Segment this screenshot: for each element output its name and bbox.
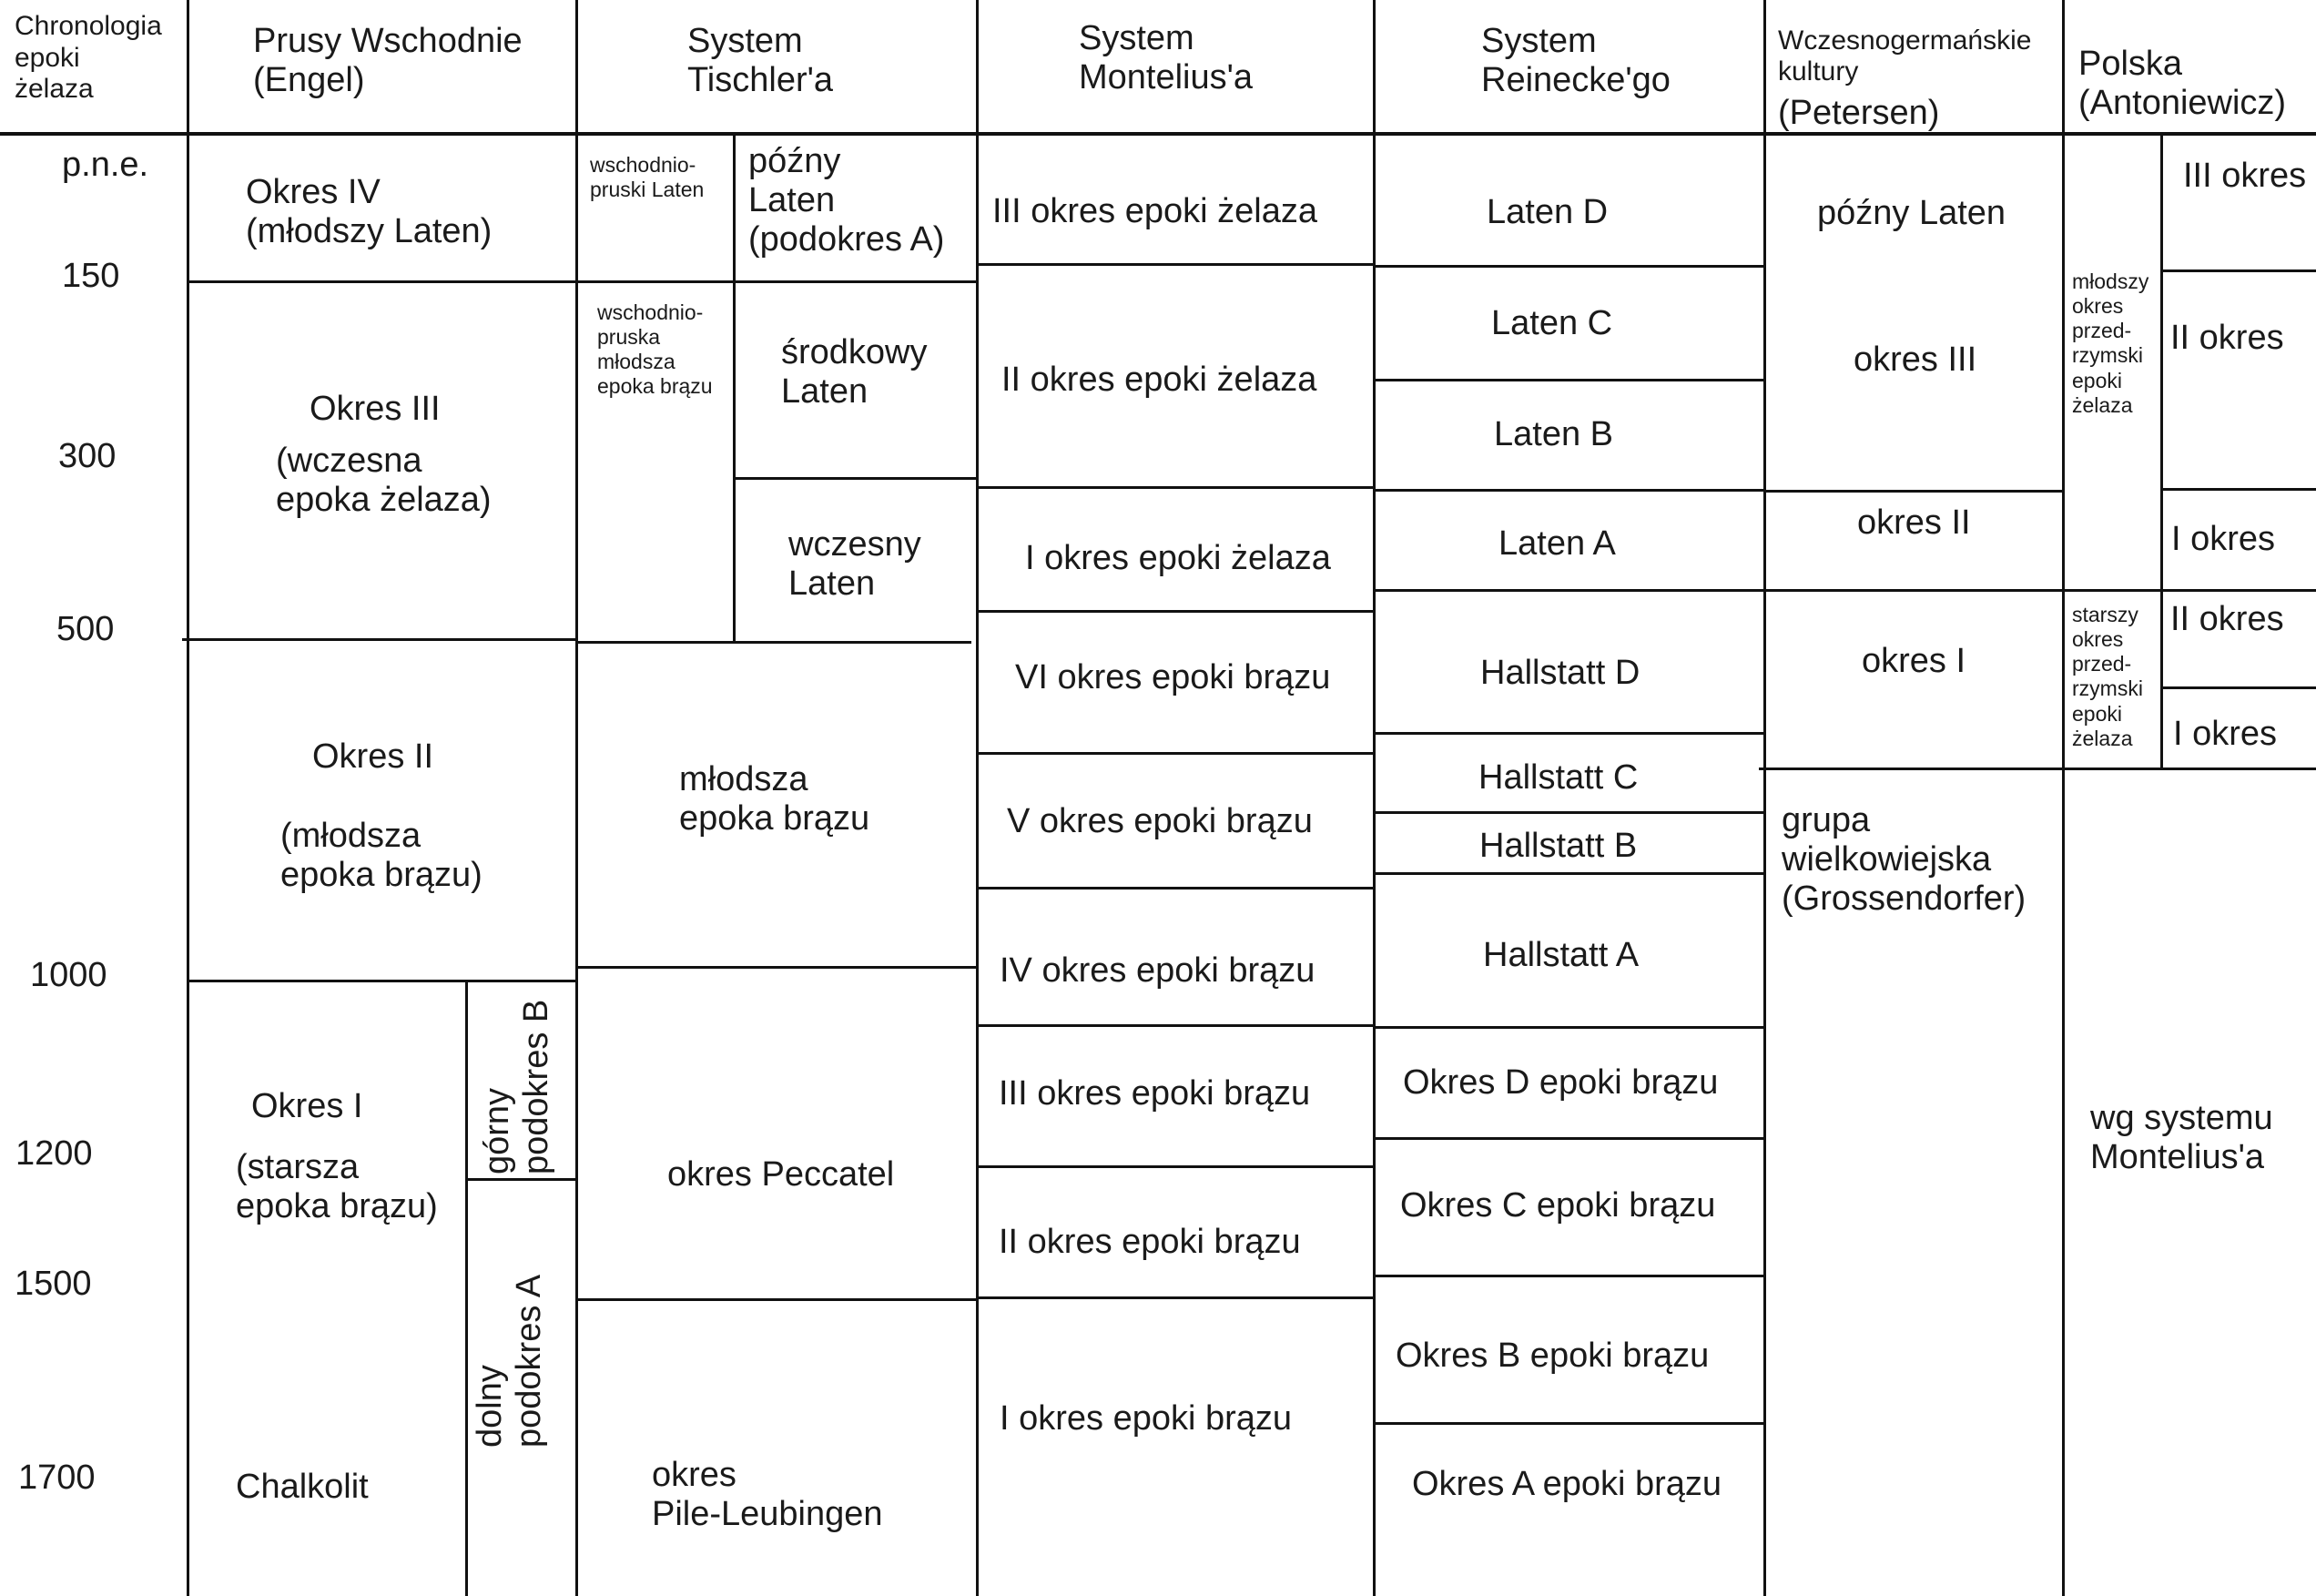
col-sep-4 [1373, 0, 1376, 1596]
poland-h2 [2161, 488, 2316, 491]
tischler-peccatel: okres Peccatel [667, 1155, 895, 1194]
reinecke-h2 [1374, 379, 1765, 381]
prussia-h1 [188, 280, 577, 283]
petersen-pozny: późny Laten [1817, 194, 2006, 232]
prussia-okres-4: Okres IV (młodszy Laten) [246, 173, 493, 250]
tischler-mlodsza: młodsza epoka brązu [679, 760, 870, 838]
col-sep-3 [976, 0, 979, 1596]
montelius-h2 [977, 486, 1374, 489]
tischler-h3 [576, 641, 971, 644]
prussia-okres-1: Okres I [251, 1087, 363, 1125]
petersen-okres-2: okres II [1857, 503, 1971, 542]
prussia-okres-2: Okres II [312, 737, 434, 776]
tischler-h2 [734, 477, 976, 480]
prussia-gorny: górny podokres B [478, 999, 555, 1174]
tischler-h5 [576, 1298, 977, 1301]
montelius-b3: III okres epoki brązu [999, 1074, 1311, 1113]
date-1200: 1200 [15, 1134, 93, 1173]
header-petersen-1: Wczesnogermańskie kultury [1778, 25, 2032, 86]
reinecke-hallstatt-a: Hallstatt A [1483, 936, 1640, 974]
prussia-h2 [182, 638, 578, 641]
reinecke-h11 [1374, 1422, 1765, 1425]
date-pne: p.n.e. [62, 146, 149, 184]
poland-h3 [2161, 686, 2316, 689]
date-1000: 1000 [30, 956, 107, 994]
date-150: 150 [62, 257, 120, 295]
reinecke-h4 [1374, 589, 2316, 592]
prussia-okres-2-sub: (młodsza epoka brązu) [280, 817, 482, 894]
header-tischler: System Tischler'a [687, 22, 833, 99]
reinecke-h5 [1374, 732, 1765, 735]
montelius-b5: V okres epoki brązu [1007, 802, 1313, 840]
poland-s2: II okres [2170, 600, 2284, 638]
poland-starszy: starszy okres przed- rzymski epoki żelaza [2072, 603, 2143, 750]
date-1700: 1700 [18, 1459, 96, 1497]
petersen-okres-1: okres I [1862, 642, 1966, 680]
reinecke-h10 [1374, 1275, 1765, 1277]
poland-v [2160, 134, 2163, 769]
col-sep-6 [2062, 0, 2065, 1596]
tischler-pozny: późny Laten (podokres A) [748, 142, 945, 259]
tischler-h4 [576, 966, 977, 969]
header-petersen-2: (Petersen) [1778, 94, 1940, 132]
montelius-h7 [977, 1165, 1374, 1168]
header-montelius: System Montelius'a [1079, 19, 1254, 97]
reinecke-okres-c: Okres C epoki brązu [1400, 1186, 1716, 1225]
montelius-z2: II okres epoki żelaza [1001, 361, 1317, 399]
reinecke-hallstatt-d: Hallstatt D [1480, 654, 1640, 692]
col-sep-1 [187, 0, 189, 1596]
tischler-v [733, 134, 736, 642]
prussia-dolny: dolny podokres A [471, 1274, 548, 1448]
reinecke-laten-b: Laten B [1494, 415, 1613, 453]
poland-m2: II okres [2170, 319, 2284, 357]
reinecke-okres-b: Okres B epoki brązu [1396, 1337, 1710, 1375]
tischler-wp-braz: wschodnio- pruska młodsza epoka brązu [597, 300, 713, 399]
montelius-h4 [977, 752, 1374, 755]
header-poland: Polska (Antoniewicz) [2078, 45, 2287, 122]
tischler-wp-laten: wschodnio- pruski Laten [590, 153, 705, 202]
poland-mlodszy: młodszy okres przed- rzymski epoki żelaza [2072, 269, 2149, 417]
reinecke-okres-d: Okres D epoki brązu [1403, 1063, 1719, 1102]
reinecke-laten-a: Laten A [1498, 524, 1616, 563]
prussia-chalkolit: Chalkolit [236, 1468, 369, 1506]
col-sep-5 [1763, 0, 1766, 1596]
montelius-h6 [977, 1024, 1374, 1027]
reinecke-h8 [1374, 1026, 1765, 1029]
montelius-h3 [977, 610, 1374, 613]
montelius-h5 [977, 887, 1374, 889]
prussia-h3 [188, 980, 577, 982]
montelius-h1 [977, 263, 1374, 266]
reinecke-laten-c: Laten C [1491, 304, 1613, 342]
reinecke-h6 [1374, 811, 1765, 814]
petersen-okres-3: okres III [1854, 341, 1977, 379]
date-1500: 1500 [15, 1265, 92, 1303]
montelius-b1: I okres epoki brązu [1000, 1399, 1293, 1438]
poland-m3: III okres [2183, 157, 2307, 195]
poland-h1 [2161, 269, 2316, 272]
petersen-h1 [1764, 490, 2064, 493]
header-divider [0, 132, 2316, 136]
petersen-h2 [1759, 768, 2316, 770]
poland-montelius: wg systemu Montelius'a [2090, 1099, 2273, 1176]
montelius-z3: III okres epoki żelaza [992, 192, 1317, 230]
reinecke-okres-a: Okres A epoki brązu [1412, 1465, 1722, 1503]
col-sep-2 [575, 0, 578, 1596]
header-chronology: Chronologia epoki żelaza [15, 11, 162, 104]
reinecke-h7 [1374, 872, 1765, 875]
petersen-grupa: grupa wielkowiejska (Grossendorfer) [1782, 801, 2026, 918]
header-reinecke: System Reinecke'go [1481, 22, 1671, 99]
prussia-sub-h [466, 1178, 577, 1181]
date-500: 500 [56, 610, 115, 648]
prussia-okres-3: Okres III [310, 390, 441, 428]
reinecke-hallstatt-b: Hallstatt B [1479, 827, 1638, 865]
date-300: 300 [58, 437, 117, 475]
tischler-wczesny: wczesny Laten [788, 525, 921, 603]
tischler-srodkowy: środkowy Laten [781, 333, 928, 411]
montelius-b6: VI okres epoki brązu [1015, 658, 1331, 696]
reinecke-hallstatt-c: Hallstatt C [1478, 758, 1639, 797]
poland-s1: I okres [2173, 715, 2278, 753]
reinecke-laten-d: Laten D [1487, 193, 1609, 231]
reinecke-h9 [1374, 1137, 1765, 1140]
montelius-b2: II okres epoki brązu [999, 1223, 1301, 1261]
montelius-h8 [977, 1296, 1374, 1299]
montelius-b4: IV okres epoki brązu [1000, 951, 1315, 990]
prussia-sub-v [465, 980, 468, 1596]
header-prussia: Prusy Wschodnie (Engel) [253, 22, 523, 99]
reinecke-h3 [1374, 489, 1765, 492]
tischler-h1 [576, 280, 977, 283]
prussia-okres-3-sub: (wczesna epoka żelaza) [276, 442, 492, 519]
tischler-pile: okres Pile-Leubingen [652, 1456, 883, 1533]
prussia-okres-1-sub: (starsza epoka brązu) [236, 1148, 438, 1225]
montelius-z1: I okres epoki żelaza [1025, 539, 1331, 577]
poland-m1: I okres [2171, 520, 2276, 558]
reinecke-h1 [1374, 265, 1765, 268]
